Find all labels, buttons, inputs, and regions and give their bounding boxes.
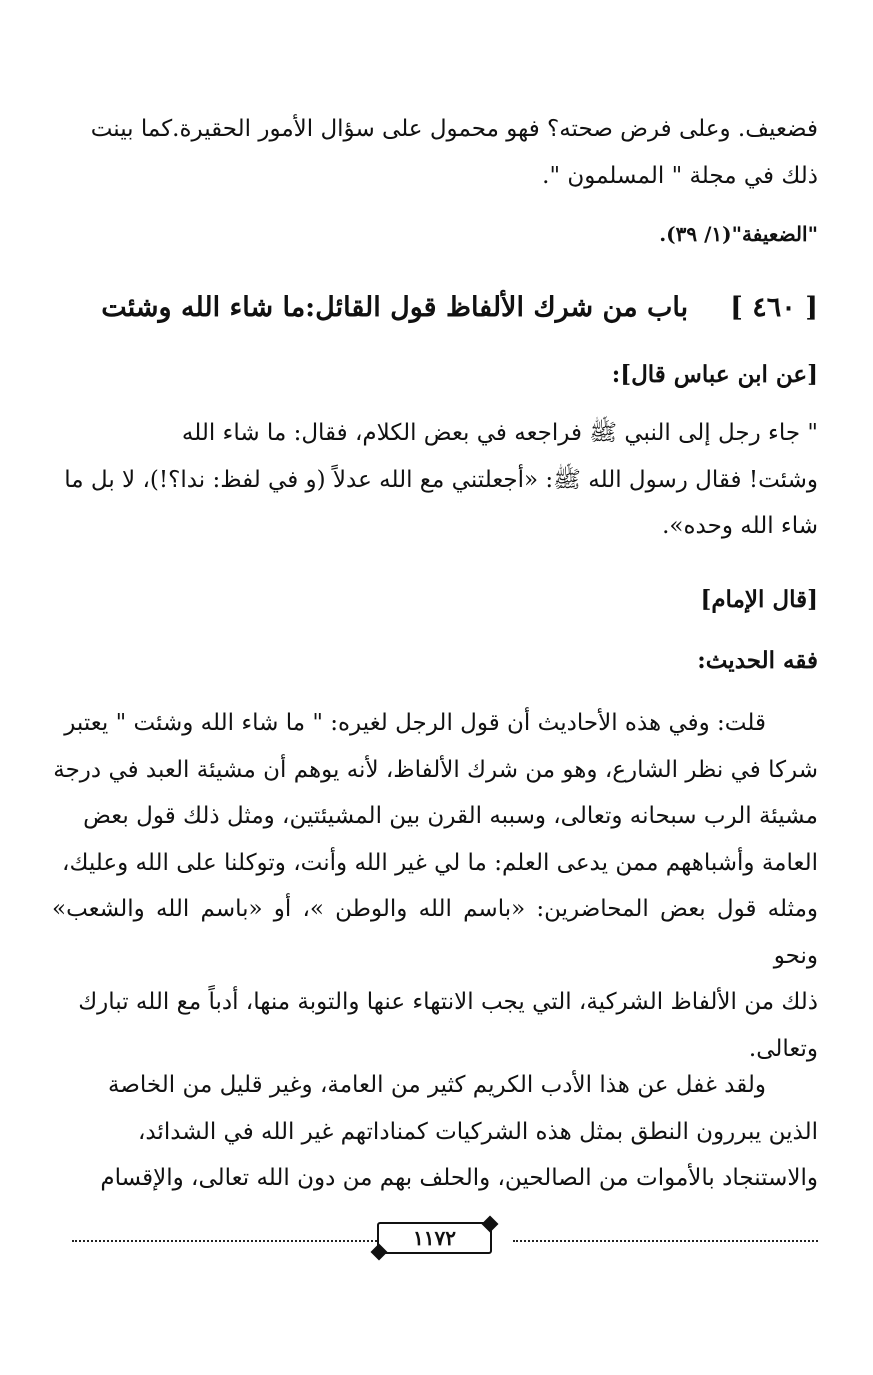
text-line: فضعيف. وعلى فرض صحته؟ فهو محمول على سؤال الأمور الحقيرة.كما بينت — [90, 116, 818, 142]
text-line: العامة وأشباههم ممن يدعى العلم: ما لي غير الله وأنت، وتوكلنا على الله وعليك، — [62, 849, 818, 876]
chapter-title: باب من شرك الألفاظ قول القائل:ما شاء الله وشئت — [101, 292, 689, 323]
page-number-box — [377, 1222, 492, 1254]
intro-paragraph — [52, 106, 818, 199]
hadith-text — [52, 410, 818, 550]
text-line: وتعالى. — [748, 1035, 818, 1062]
source-reference: "الضعيفة"(١/ ٣٩). — [659, 222, 818, 246]
ornament-icon — [482, 1216, 499, 1233]
text-line: والاستنجاد بالأموات من الصالحين، والحلف بهم من دون الله تعالى، والإقسام — [100, 1165, 818, 1191]
page-number: ١١٧٢ — [413, 1226, 456, 1250]
footer-divider-right — [513, 1240, 818, 1242]
chapter-number: [ ٤٦٠ ] — [730, 292, 818, 323]
continuation-paragraph — [52, 1062, 818, 1202]
footer-divider-left — [72, 1240, 377, 1242]
commentary-paragraph — [52, 700, 818, 1072]
ornament-icon — [371, 1244, 388, 1261]
text-line: ذلك من الألفاظ الشركية، التي يجب الانتهاء عنها والتوبة منها، أدباً مع الله تبارك — [78, 989, 818, 1015]
text-line: ذلك في مجلة " المسلمون ". — [542, 162, 818, 189]
text-line: " جاء رجل إلى النبي ﷺ فراجعه في بعض الكلام، فقال: ما شاء الله — [181, 420, 818, 446]
text-line: ومثله قول بعض المحاضرين: «باسم الله والوطن »، أو «باسم الله والشعب» ونحو — [52, 896, 818, 969]
text-line: قلت: وفي هذه الأحاديث أن قول الرجل لغيره: " ما شاء الله وشئت " يعتبر — [64, 710, 766, 736]
imam-heading: [قال الإمام] — [700, 586, 818, 613]
narrator-line: [عن ابن عباس قال]: — [611, 361, 818, 388]
text-line: الذين يبررون النطق بمثل هذه الشركيات كمناداتهم غير الله في الشدائد، — [137, 1118, 818, 1145]
text-line: وشئت! فقال رسول الله ﷺ: «أجعلتني مع الله عدلاً (و في لفظ: ندا؟!)، لا بل ما — [64, 466, 818, 493]
text-line: ولقد غفل عن هذا الأدب الكريم كثير من العامة، وغير قليل من الخاصة — [108, 1072, 766, 1098]
text-line: شركا في نظر الشارع، وهو من شرك الألفاظ، لأنه يوهم أن مشيئة العبد في درجة — [53, 756, 818, 783]
text-line: شاء الله وحده». — [662, 513, 818, 539]
text-line: مشيئة الرب سبحانه وتعالى، وسببه القرن بين المشيئتين، ومثل ذلك قول بعض — [83, 803, 818, 829]
chapter-heading — [52, 286, 818, 330]
fiqh-heading: فقه الحديث: — [697, 647, 818, 674]
